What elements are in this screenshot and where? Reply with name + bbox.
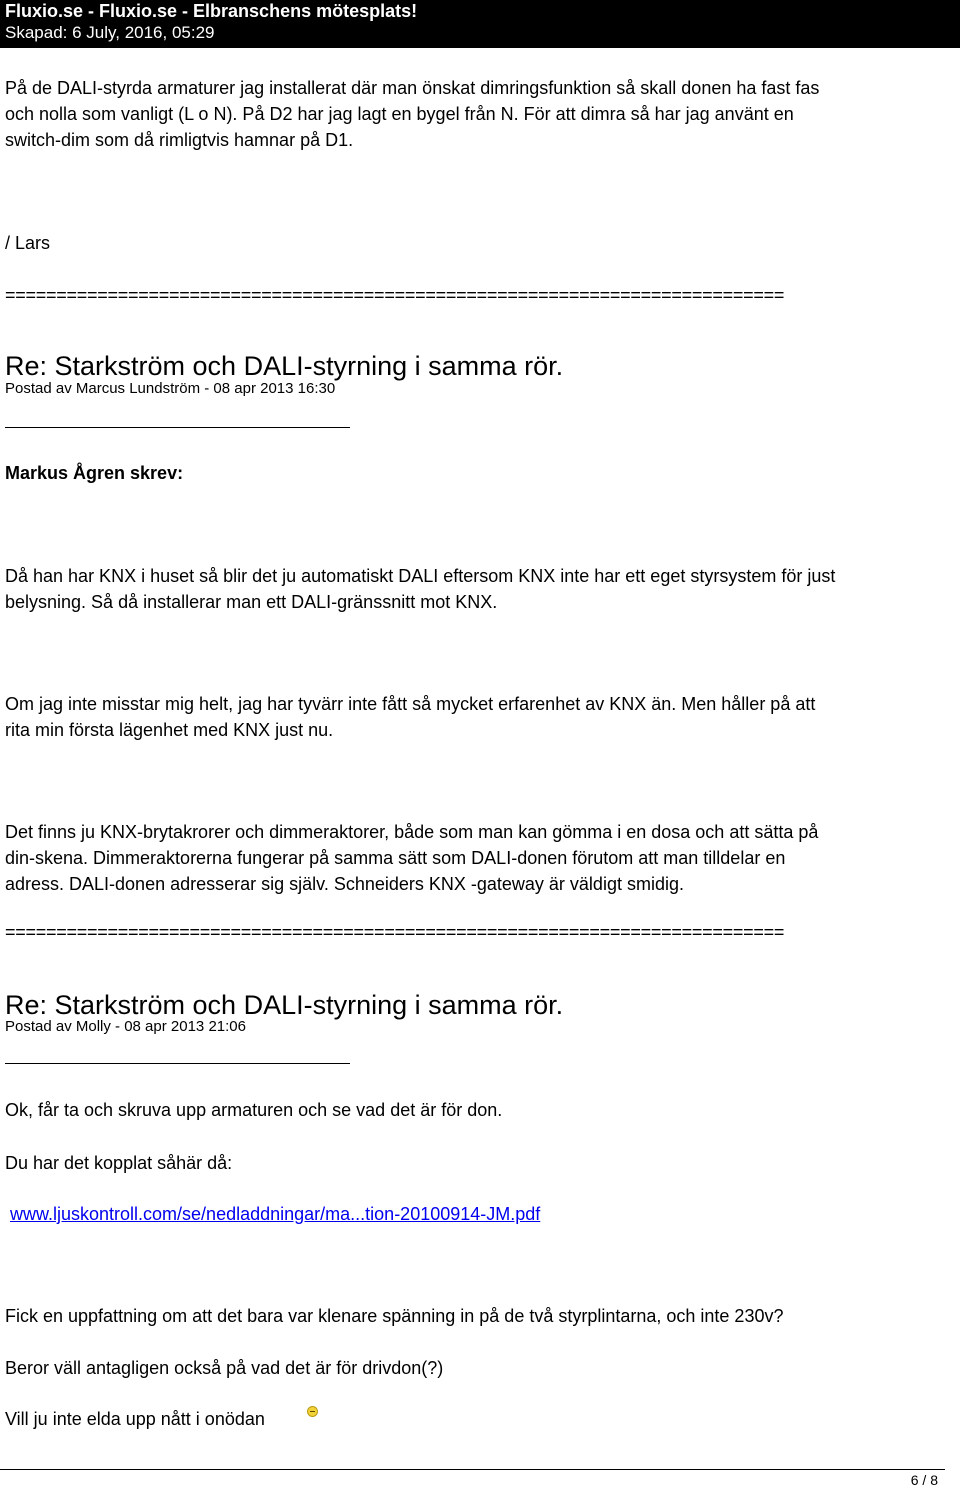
posted-by: Postad av Marcus Lundström - 08 apr 2013 16:30 — [5, 380, 336, 397]
separator: ============================================================================ — [5, 922, 785, 942]
post-paragraph-line: Då han har KNX i huset så blir det ju automatiskt DALI eftersom KNX inte har ett eget styrsystem för just — [5, 566, 836, 586]
download-link[interactable]: www.ljuskontroll.com/se/nedladdningar/ma...tion-20100914-JM.pdf — [10, 1204, 541, 1224]
post-paragraph-line: din-skena. Dimmeraktorerna fungerar på samma sätt som DALI-donen förutom att man tilldelar en — [5, 848, 786, 868]
created-date: Skapad: 6 July, 2016, 05:29 — [5, 23, 215, 42]
post-paragraph-line: Beror väll antagligen också på vad det är för drivdon(?) — [5, 1358, 444, 1378]
document-header — [0, 0, 960, 48]
separator: ============================================================================ — [5, 285, 785, 305]
smiley-icon — [307, 1406, 318, 1417]
quote-author: Markus Ågren skrev: — [5, 463, 184, 483]
posted-by: Postad av Molly - 08 apr 2013 21:06 — [5, 1018, 246, 1035]
post-divider — [5, 427, 350, 428]
post-paragraph-line: Om jag inte misstar mig helt, jag har tyvärr inte fått så mycket erfarenhet av KNX än. Men håller på att — [5, 694, 816, 714]
site-title: Fluxio.se - Fluxio.se - Elbranschens mötesplats! — [5, 1, 418, 21]
post-paragraph-line: Ok, får ta och skruva upp armaturen och se vad det är för don. — [5, 1100, 503, 1120]
post-paragraph-line: Det finns ju KNX-brytakrorer och dimmeraktorer, både som man kan gömma i en dosa och att sätta på — [5, 822, 819, 842]
post-paragraph-line: belysning. Så då installerar man ett DALI-gränssnitt mot KNX. — [5, 592, 498, 612]
page-number: 6 / 8 — [910, 1472, 938, 1488]
post-paragraph-line: adress. DALI-donen adresserar sig själv. Schneiders KNX -gateway är väldigt smidig. — [5, 874, 684, 894]
signature: / Lars — [5, 233, 51, 253]
intro-line-1: På de DALI-styrda armaturer jag installerat där man önskat dimringsfunktion så skall donen ha fast fas — [5, 78, 820, 98]
post-paragraph-line: Vill ju inte elda upp nått i onödan — [5, 1409, 265, 1429]
post-paragraph-line: Fick en uppfattning om att det bara var klenare spänning in på de två styrplintarna, och inte 230v? — [5, 1306, 784, 1326]
intro-line-2: och nolla som vanligt (L o N). På D2 har jag lagt en bygel från N. För att dimra så har jag använt en — [5, 104, 794, 124]
post-divider — [5, 1063, 350, 1064]
post-paragraph-line: rita min första lägenhet med KNX just nu. — [5, 720, 334, 740]
post-title: Re: Starkström och DALI-styrning i samma rör. — [5, 351, 564, 381]
footer-divider — [0, 1469, 945, 1470]
intro-line-3: switch-dim som då rimligtvis hamnar på D1. — [5, 130, 354, 150]
post-paragraph-line: Du har det kopplat såhär då: — [5, 1153, 233, 1173]
post-title: Re: Starkström och DALI-styrning i samma rör. — [5, 990, 564, 1020]
